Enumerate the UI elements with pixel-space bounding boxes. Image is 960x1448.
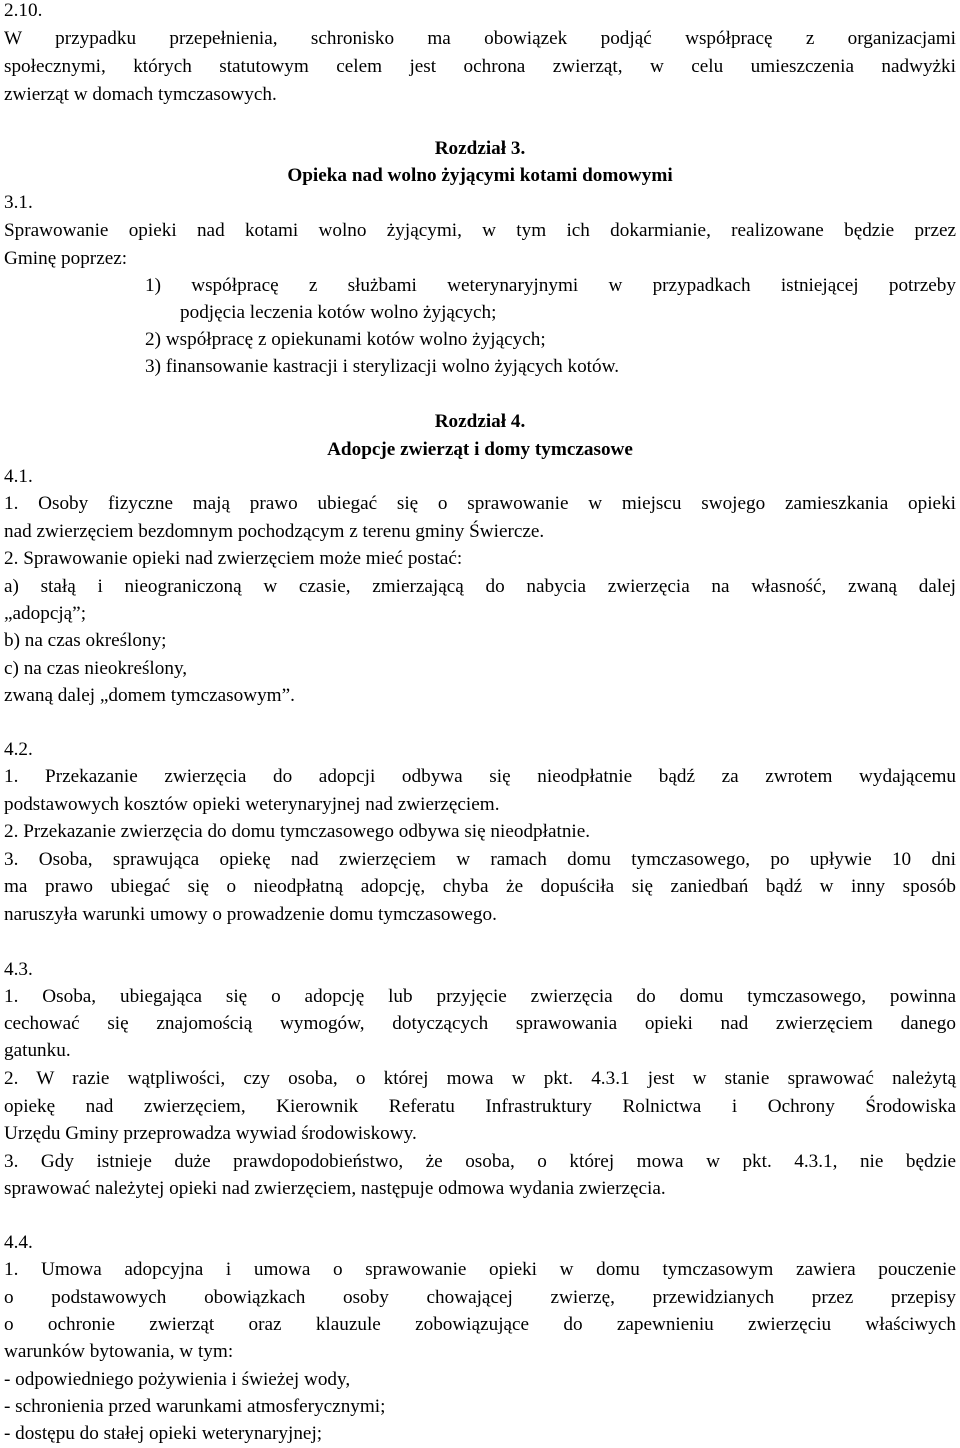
paragraph-line: cechować się znajomością wymogów, dotyczących sprawowania opieki nad zwierzęciem danego <box>4 1013 956 1034</box>
list-item: 2) współpracę z opiekunami kotów wolno żyjących; <box>145 329 546 350</box>
paragraph-line: 1. Przekazanie zwierzęcia do adopcji odbywa się nieodpłatnie bądź za zwrotem wydającemu <box>4 766 956 787</box>
paragraph-line: „adopcją”; <box>4 603 87 624</box>
paragraph-line: podstawowych kosztów opieki weterynaryjnej nad zwierzęciem. <box>4 794 500 815</box>
paragraph-line: ma prawo ubiegać się o nieodpłatną adopcję, chyba że dopuściła się zaniedbań bądź w inny sposób <box>4 876 956 897</box>
list-item: 1) współpracę z służbami weterynaryjnymi w przypadkach istniejącej potrzeby <box>145 275 956 296</box>
section-number-4-3: 4.3. <box>4 959 33 980</box>
paragraph-line: 2. W razie wątpliwości, czy osoba, o której mowa w pkt. 4.3.1 jest w stanie sprawować należytą <box>4 1068 956 1089</box>
chapter-4-title: Adopcje zwierząt i domy tymczasowe <box>327 439 633 460</box>
paragraph-line: 1. Umowa adopcyjna i umowa o sprawowanie opieki w domu tymczasowym zawiera pouczenie <box>4 1259 956 1280</box>
paragraph-line: Gminę poprzez: <box>4 248 128 269</box>
section-number-4-4: 4.4. <box>4 1232 33 1253</box>
paragraph-line: opiekę nad zwierzęciem, Kierownik Referatu Infrastruktury Rolnictwa i Ochrony Środowiska <box>4 1096 956 1117</box>
paragraph-line: a) stałą i nieograniczoną w czasie, zmierzającą do nabycia zwierzęcia na własność, zwaną dalej <box>4 576 956 597</box>
paragraph-line: o podstawowych obowiązkach osoby chowającej zwierzę, przewidzianych przez przepisy <box>4 1287 956 1308</box>
paragraph-line: gatunku. <box>4 1040 71 1061</box>
section-number-3-1: 3.1. <box>4 192 33 213</box>
paragraph-line: zwierząt w domach tymczasowych. <box>4 84 277 105</box>
paragraph-line: naruszyła warunki umowy o prowadzenie domu tymczasowego. <box>4 904 497 925</box>
paragraph-line: sprawować należytej opieki nad zwierzęciem, następuje odmowa wydania zwierzęcia. <box>4 1178 666 1199</box>
chapter-3-title: Opieka nad wolno żyjącymi kotami domowymi <box>287 165 673 186</box>
chapter-3-heading: Rozdział 3. <box>434 138 526 159</box>
list-item-continuation: podjęcia leczenia kotów wolno żyjących; <box>180 302 497 323</box>
paragraph-line: nad zwierzęciem bezdomnym pochodzącym z terenu gminy Świercze. <box>4 521 545 542</box>
list-item: - schronienia przed warunkami atmosferycznymi; <box>4 1396 386 1417</box>
list-item: - dostępu do stałej opieki weterynaryjnej; <box>4 1423 323 1444</box>
paragraph-line: społecznymi, których statutowym celem jest ochrona zwierząt, w celu umieszczenia nadwyżki <box>4 56 956 77</box>
paragraph-line: 3. Osoba, sprawująca opiekę nad zwierzęciem w ramach domu tymczasowego, po upływie 10 dni <box>4 849 956 870</box>
section-number-4-1: 4.1. <box>4 466 33 487</box>
paragraph-line: 1. Osoby fizyczne mają prawo ubiegać się o sprawowanie w miejscu swojego zamieszkania opieki <box>4 493 956 514</box>
paragraph-line: b) na czas określony; <box>4 630 167 651</box>
paragraph-line: warunków bytowania, w tym: <box>4 1341 234 1362</box>
section-number-4-2: 4.2. <box>4 739 33 760</box>
paragraph-line: Urzędu Gminy przeprowadza wywiad środowiskowy. <box>4 1123 417 1144</box>
paragraph-line: Sprawowanie opieki nad kotami wolno żyjącymi, w tym ich dokarmianie, realizowane będzie przez <box>4 220 956 241</box>
section-number-2-10: 2.10. <box>4 0 43 21</box>
paragraph-line: c) na czas nieokreślony, <box>4 658 188 679</box>
paragraph-line: 1. Osoba, ubiegająca się o adopcję lub przyjęcie zwierzęcia do domu tymczasowego, powinna <box>4 986 956 1007</box>
paragraph-line: 2. Przekazanie zwierzęcia do domu tymczasowego odbywa się nieodpłatnie. <box>4 821 591 842</box>
list-item: - odpowiedniego pożywienia i świeżej wody, <box>4 1369 351 1390</box>
paragraph-line: zwaną dalej „domem tymczasowym”. <box>4 685 295 706</box>
paragraph-line: 2. Sprawowanie opieki nad zwierzęciem może mieć postać: <box>4 548 463 569</box>
list-item: 3) finansowanie kastracji i sterylizacji wolno żyjących kotów. <box>145 356 620 377</box>
paragraph-line: o ochronie zwierząt oraz klauzule zobowiązujące do zapewnieniu zwierzęciu właściwych <box>4 1314 956 1335</box>
chapter-4-heading: Rozdział 4. <box>434 411 526 432</box>
paragraph-line: W przypadku przepełnienia, schronisko ma obowiązek podjąć współpracę z organizacjami <box>4 28 956 49</box>
paragraph-line: 3. Gdy istnieje duże prawdopodobieństwo, że osoba, o której mowa w pkt. 4.3.1, nie będzie <box>4 1151 956 1172</box>
